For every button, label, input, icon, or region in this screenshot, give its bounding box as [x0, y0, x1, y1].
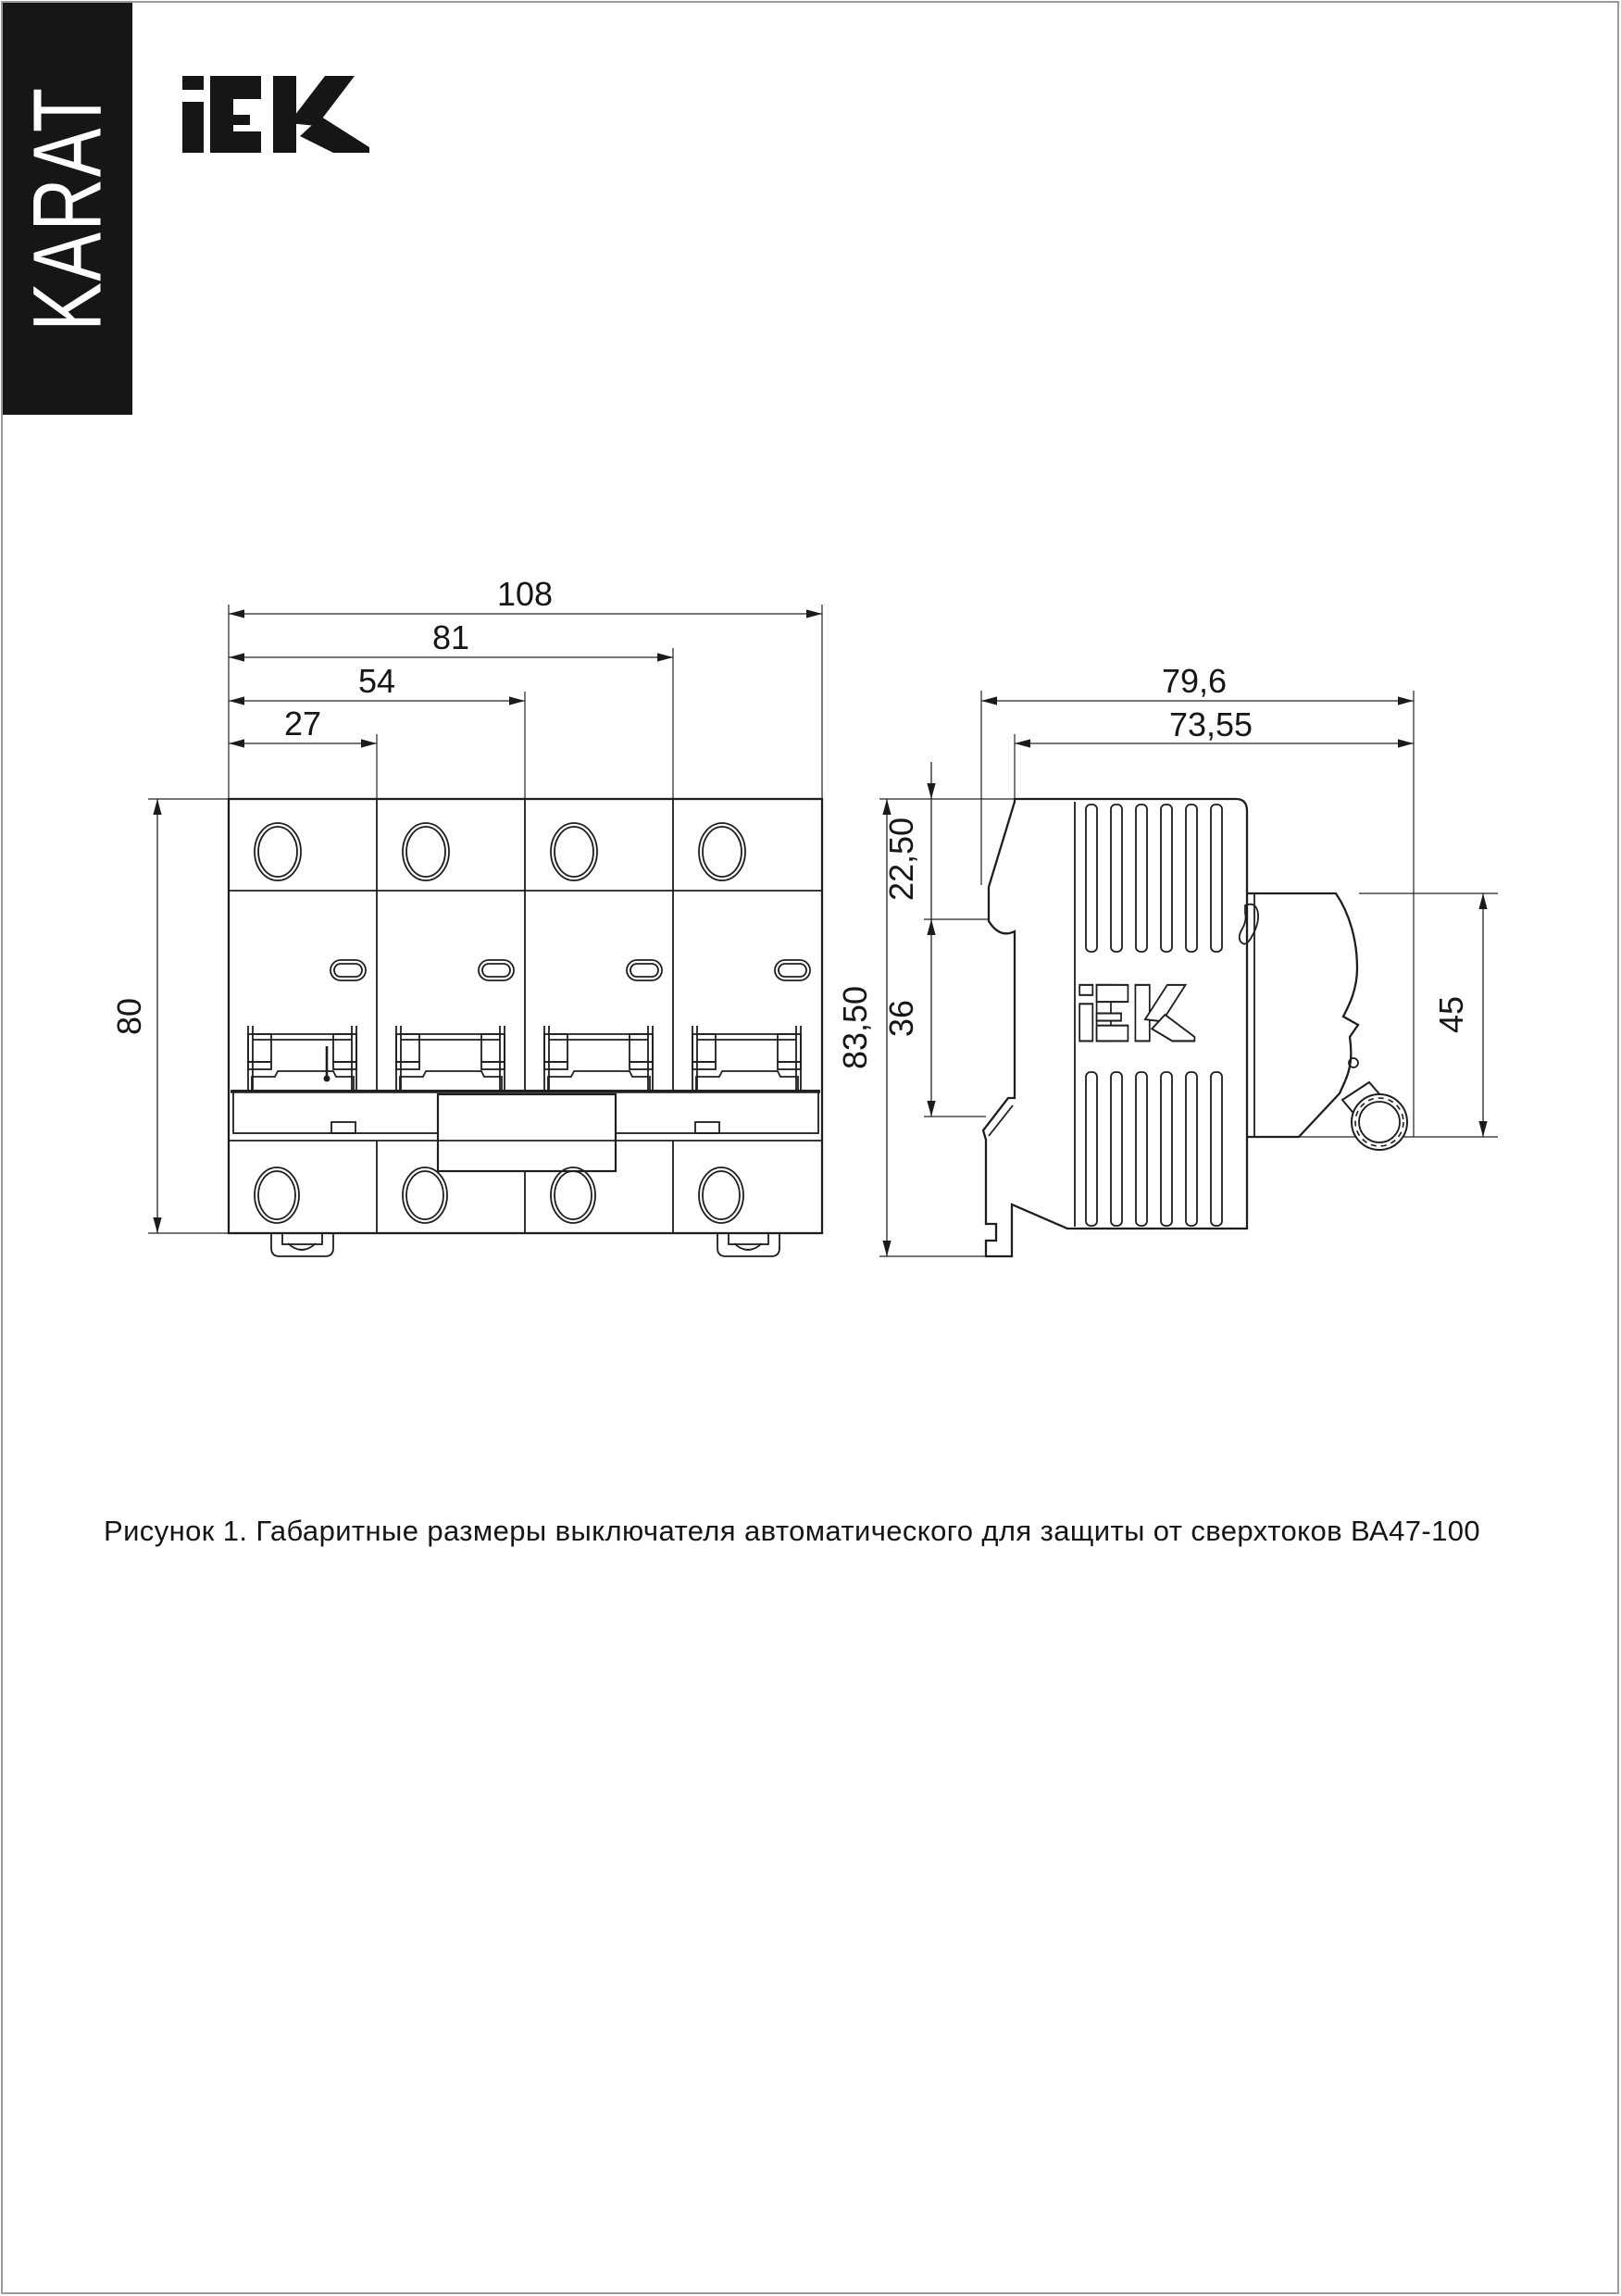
tie-bar-center-plate — [438, 1094, 616, 1171]
dim-top-section: 22,50 — [882, 817, 920, 902]
dim-total-depth: 79,6 — [1161, 662, 1228, 700]
dim-three-pole: 81 — [431, 618, 470, 656]
front-view — [229, 799, 822, 1256]
dim-total-width: 108 — [496, 575, 554, 613]
dim-total-height: 83,50 — [836, 985, 874, 1070]
dim-front-height: 80 — [110, 997, 148, 1036]
din-clip-icon — [717, 1233, 779, 1256]
figure-caption: Рисунок 1. Габаритные размеры выключателя автоматического для защиты от сверхтоков ВА47-100 — [104, 1515, 1481, 1547]
dim-one-pole: 27 — [283, 705, 322, 742]
dim-two-pole: 54 — [357, 662, 396, 700]
dim-body-depth: 73,55 — [1168, 705, 1253, 743]
din-clip-icon — [271, 1233, 333, 1256]
iek-logo — [182, 76, 369, 153]
dim-front-face-height: 45 — [1432, 995, 1470, 1034]
karat-banner-text: KARAT — [13, 86, 122, 331]
toggle-lever — [1342, 1082, 1407, 1150]
dim-din-section: 36 — [882, 999, 920, 1038]
side-front-profile — [1247, 893, 1358, 1137]
side-view — [983, 799, 1407, 1256]
